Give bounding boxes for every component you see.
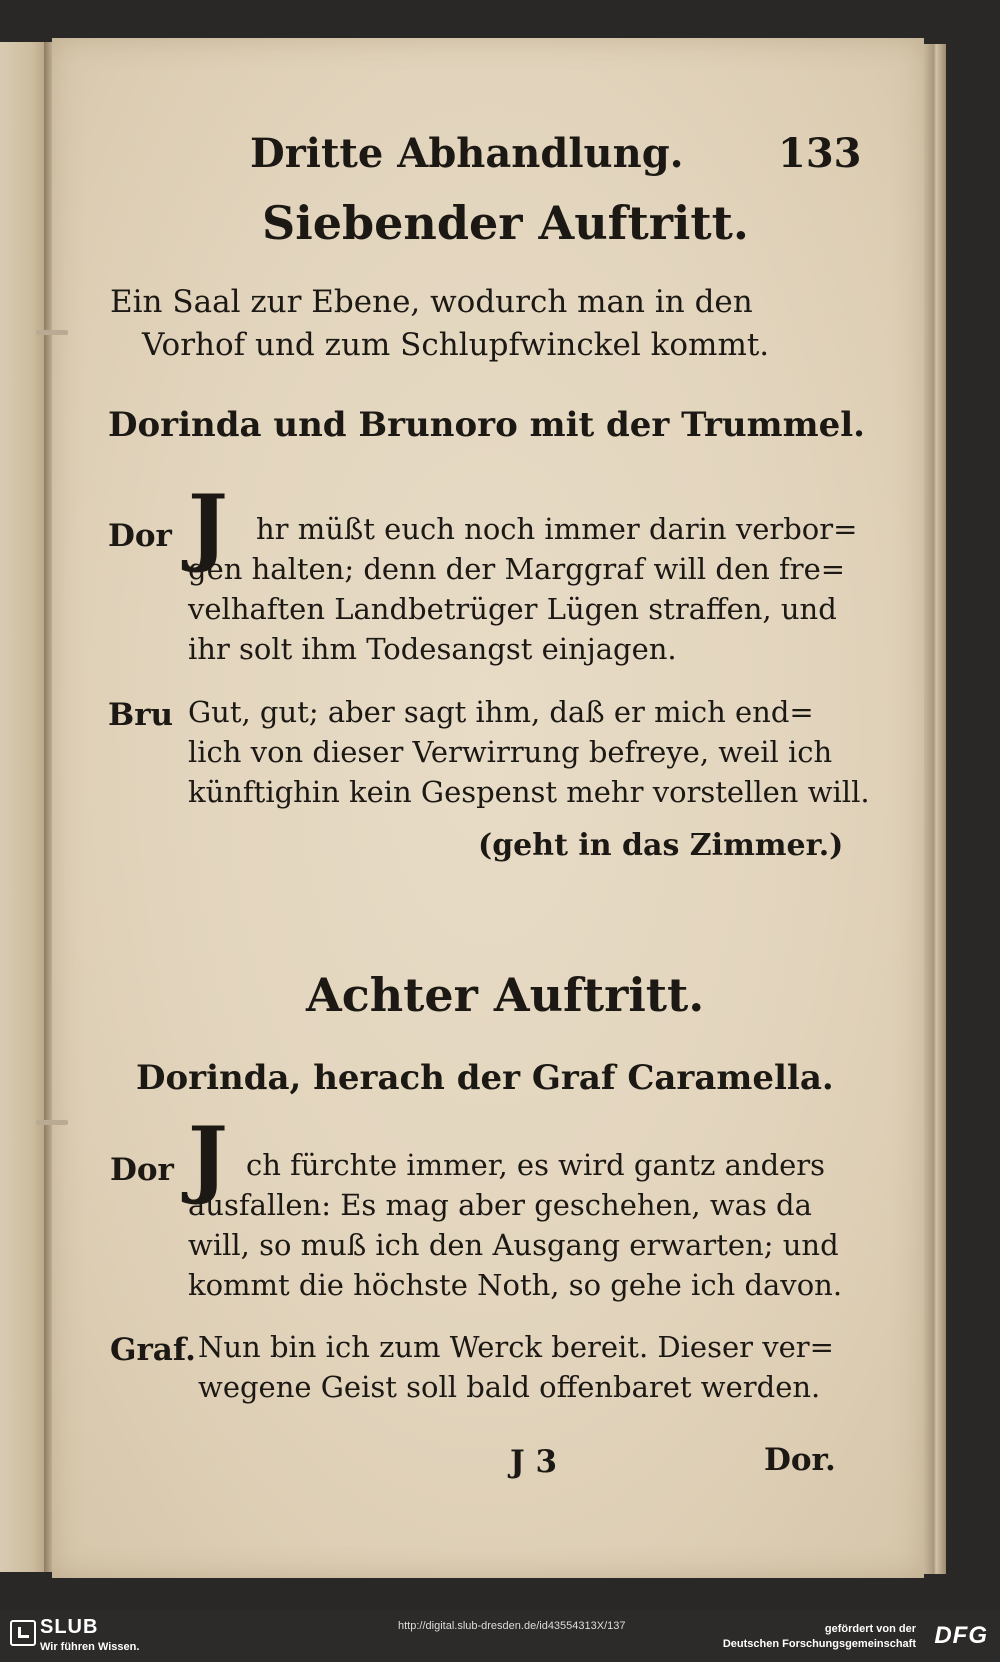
speech-line: lich von dieser Verwirrung befreye, weil ich [188, 735, 833, 769]
funding-note [723, 1622, 916, 1652]
permalink[interactable]: http://digital.slub-dresden.de/id43554313X/137 [398, 1620, 626, 1632]
speech-line: Gut, gut; aber sagt ihm, daß er mich end= [188, 695, 814, 729]
stage-direction: (geht in das Zimmer.) [478, 828, 844, 863]
speech-line: kommt die höchste Noth, so gehe ich davon. [188, 1268, 843, 1302]
stage-setting-line: Vorhof und zum Schlupfwinckel kommt. [142, 327, 770, 363]
dfg-logo[interactable]: DFG [934, 1622, 988, 1649]
scene-8-persons: Dorinda, herach der Graf Caramella. [136, 1058, 834, 1098]
right-page-edges [924, 44, 946, 1574]
speech-line: gen halten; denn der Marggraf will den fre= [188, 552, 846, 586]
speech-line: Nun bin ich zum Werck bereit. Dieser ver= [198, 1330, 834, 1364]
speech-line: wegene Geist soll bald offenbaret werden. [198, 1370, 821, 1404]
speaker-label: Bru [108, 697, 174, 733]
drop-capital: J [188, 476, 228, 575]
stage-setting-line: Ein Saal zur Ebene, wodurch man in den [110, 284, 753, 320]
speech-line: ihr solt ihm Todesangst einjagen. [188, 632, 677, 666]
speaker-label: Dor [110, 1152, 174, 1188]
page-number: 133 [778, 130, 862, 177]
speaker-label: Dor [108, 518, 172, 554]
speech-line: ch fürchte immer, es wird gantz anders [246, 1148, 826, 1182]
running-head: Dritte Abhandlung. [250, 130, 684, 177]
scene-7-title: Siebender Auftritt. [262, 196, 749, 250]
speech-line: hr müßt euch noch immer darin verbor= [256, 512, 858, 546]
slub-tagline: Wir führen Wissen. [40, 1641, 140, 1653]
speech-line: will, so muß ich den Ausgang erwarten; und [188, 1228, 839, 1262]
funding-line: Deutschen Forschungsgemeinschaft [722, 1638, 916, 1650]
signature-mark: J 3 [510, 1444, 558, 1480]
speech-line: künftighin kein Gespenst mehr vorstellen will. [188, 775, 870, 809]
slub-logo-icon[interactable] [10, 1620, 36, 1646]
slub-logo-name[interactable]: SLUB [40, 1616, 99, 1638]
scene-7-persons: Dorinda und Brunoro mit der Trummel. [108, 405, 865, 445]
scene-8-title: Achter Auftritt. [306, 968, 705, 1022]
footer-bar [0, 1610, 1000, 1662]
left-page-edge [0, 42, 48, 1572]
speech-line: ausfallen: Es mag aber geschehen, was da [188, 1188, 812, 1222]
binding-thread [36, 330, 68, 335]
speaker-label: Graf. [110, 1332, 196, 1368]
catchword: Dor. [764, 1442, 836, 1478]
drop-capital: J [188, 1108, 228, 1207]
funding-line: gefördert von der [824, 1623, 916, 1635]
binding-thread [36, 1120, 68, 1125]
speech-line: velhaften Landbetrüger Lügen straffen, und [188, 592, 837, 626]
